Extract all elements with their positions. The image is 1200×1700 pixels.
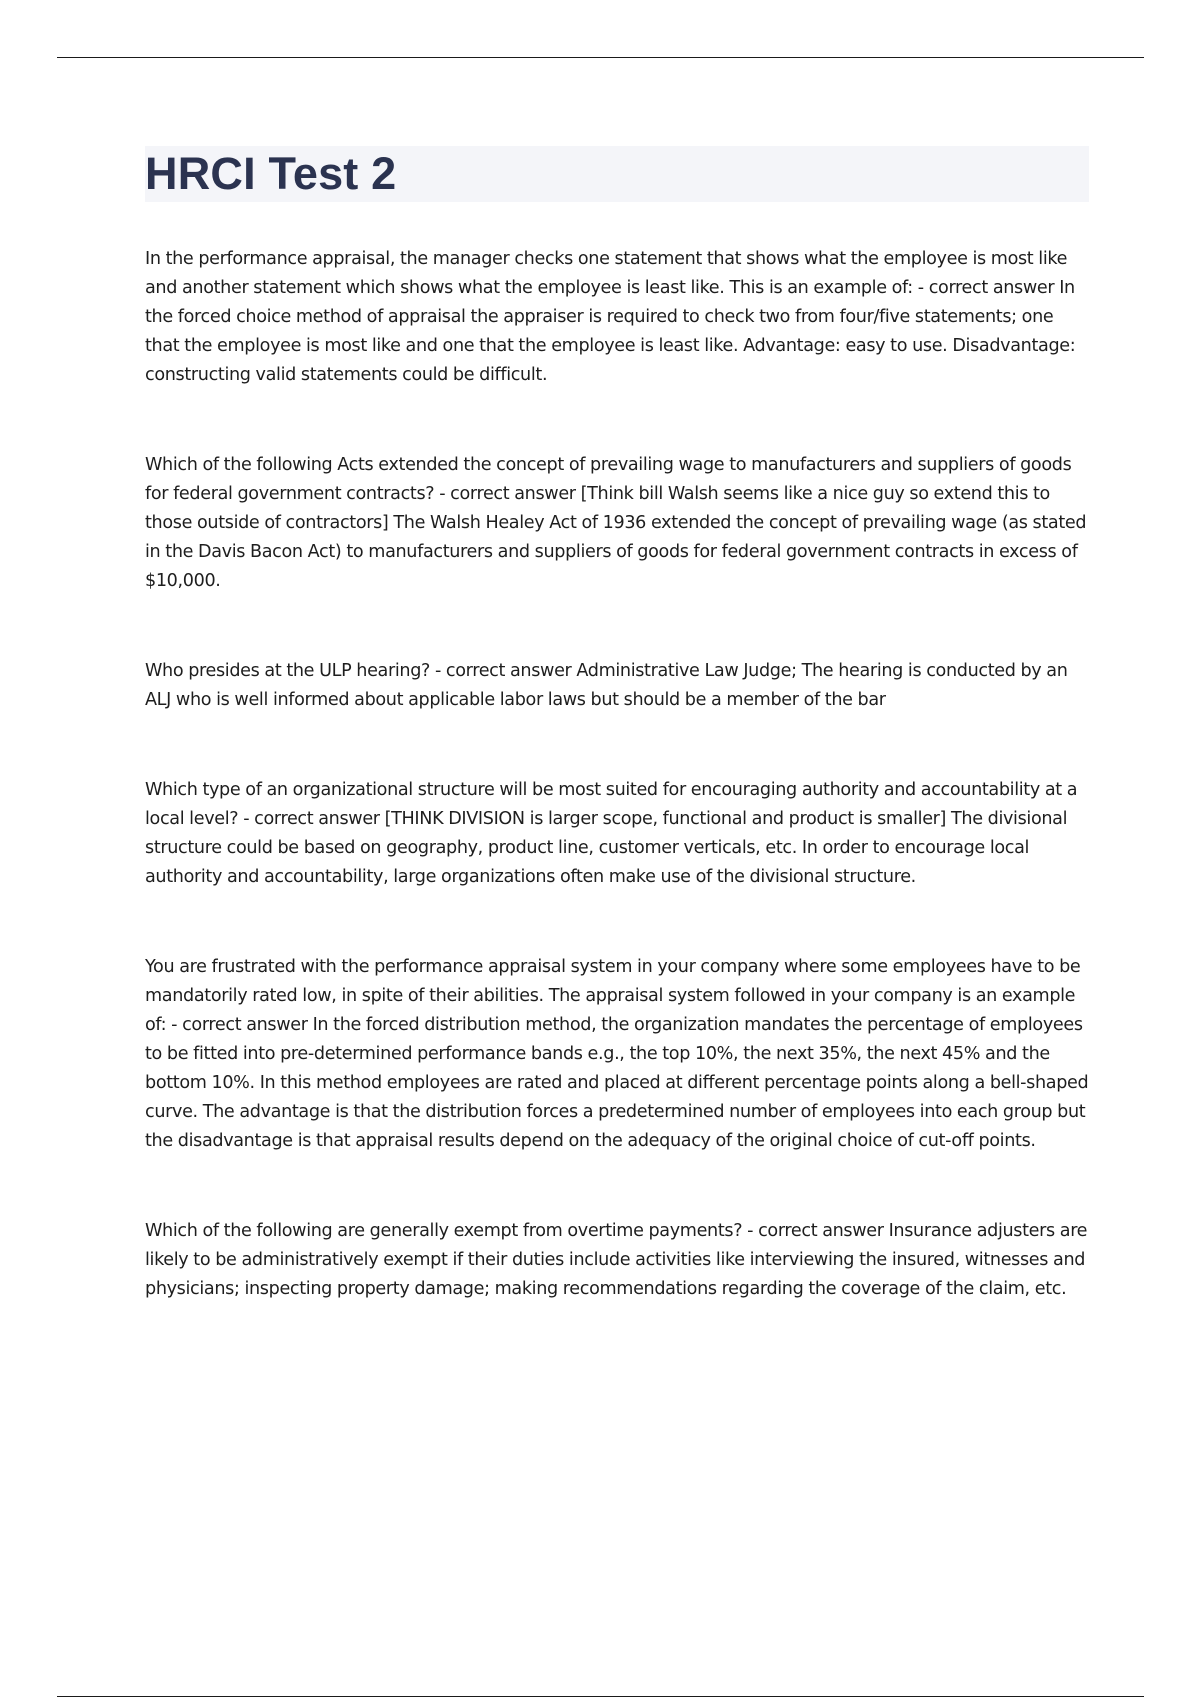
qa-entry: In the performance appraisal, the manager checks one statement that shows what the employee is most like and another statement which shows what the employee is least like. This is an example of: - correct answer In the forced choice method of appraisal the appraiser is required to check two from four/five statements; one that the employee is most like and one that the employee is least like. Advantage: easy to use. Disadvantage: constructing valid statements could be difficult.	[145, 249, 1076, 385]
qa-entry: Which of the following are generally exempt from overtime payments? - correct answer Insurance adjusters are likely to be administratively exempt if their duties include activities like interviewing the insured, witnesses and physicians; inspecting property damage; making recommendations regarding the coverage of the claim, etc.	[145, 1221, 1088, 1299]
qa-entry: Who presides at the ULP hearing? - correct answer Administrative Law Judge; The hearing is conducted by an ALJ who is well informed about applicable labor laws but should be a member of the bar	[145, 661, 1068, 710]
top-divider	[57, 57, 1144, 58]
qa-entry: You are frustrated with the performance appraisal system in your company where some employees have to be mandatorily rated low, in spite of their abilities. The appraisal system followed in your company is an example of: - correct answer In the forced distribution method, the organization mandates the percentage of employees to be fitted into pre-determined performance bands e.g., the top 10%, the next 35%, the next 45% and the bottom 10%. In this method employees are rated and placed at different percentage points along a bell-shaped curve. The advantage is that the distribution forces a predetermined number of employees into each group but the disadvantage is that appraisal results depend on the adequacy of the original choice of cut-off points.	[145, 957, 1089, 1151]
question-answer-list	[145, 245, 1089, 1304]
document-body	[145, 146, 1089, 1365]
qa-entry: Which of the following Acts extended the concept of prevailing wage to manufacturers and suppliers of goods for federal government contracts? - correct answer [Think bill Walsh seems like a nice guy so extend this to those outside of contractors] The Walsh Healey Act of 1936 extended the concept of prevailing wage (as stated in the Davis Bacon Act) to manufacturers and suppliers of goods for federal government contracts in excess of $10,000.	[145, 455, 1087, 591]
qa-entry: Which type of an organizational structure will be most suited for encouraging authority and accountability at a local level? - correct answer [THINK DIVISION is larger scope, functional and product is smaller] The divisional structure could be based on geography, product line, customer verticals, etc. In order to encourage local authority and accountability, large organizations often make use of the divisional structure.	[145, 780, 1078, 887]
bottom-divider	[57, 1696, 1144, 1697]
title-banner	[145, 146, 1089, 202]
document-title: HRCI Test 2	[145, 148, 397, 199]
